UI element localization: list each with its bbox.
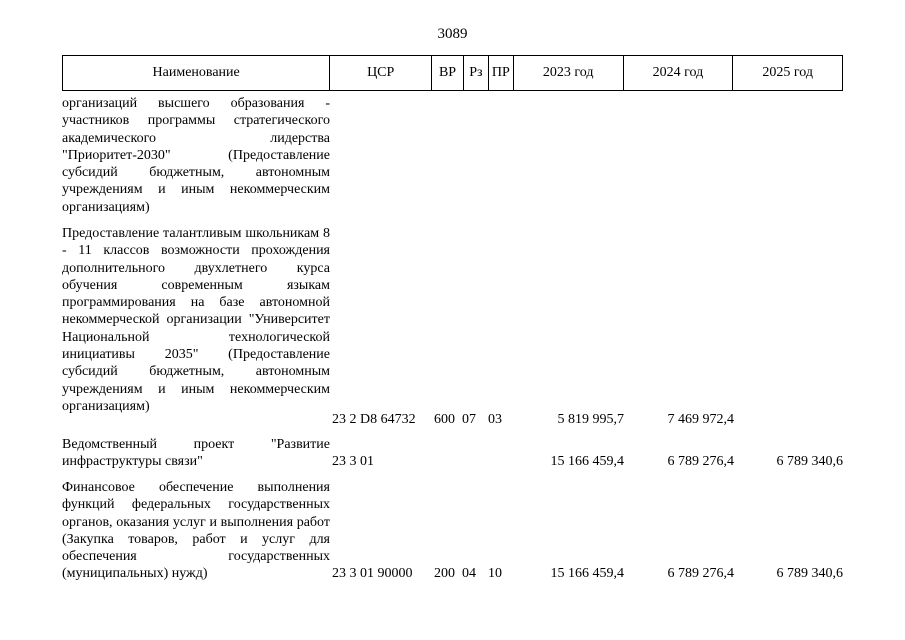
header-2023: 2023 год: [514, 56, 624, 90]
header-2025: 2025 год: [762, 65, 813, 80]
page-number: 3089: [437, 26, 468, 42]
header-2024: 2024 год: [624, 56, 734, 90]
row-rz: 04: [462, 566, 476, 581]
row-2025: 6 789 340,6: [776, 454, 843, 469]
row-pr: 10: [488, 566, 502, 581]
table-row: [62, 436, 843, 472]
header-rz: Рз: [464, 56, 489, 90]
row-name: Финансовое обеспечение выполнения функций федеральных государственных органов, оказания услуг и выполнения работ (Закупка товаров, работ и услуг для обеспечения государственных (муниципальных) нужд): [62, 480, 330, 582]
header-csr: ЦСР: [330, 56, 432, 90]
header-pr: ПР: [489, 56, 514, 90]
row-2023: 15 166 459,4: [550, 566, 624, 581]
header-name: Наименование: [63, 56, 330, 90]
row-pr: 03: [488, 412, 502, 427]
row-2024: 7 469 972,4: [667, 412, 734, 427]
header-vr: ВР: [432, 56, 464, 90]
row-vr: 200: [434, 566, 455, 581]
table-row: [62, 95, 843, 215]
row-2023: 15 166 459,4: [550, 454, 624, 469]
row-name: Предоставление талантливым школьникам 8 - 11 классов возможности прохождения дополнительного двухлетнего курса обучения современным языкам программирования на базе автономной некоммерческой организации "Университет Национальной технологической инициативы 2035" (Предоставление субсидий бюджетным, автономным учреждениям и иным некоммерческим организациям): [62, 226, 330, 414]
table-row: [62, 225, 843, 430]
row-vr: 600: [434, 412, 455, 427]
row-csr: 23 2 D8 64732: [332, 412, 416, 427]
row-csr: 23 3 01: [332, 454, 374, 469]
row-2024: 6 789 276,4: [667, 454, 734, 469]
table-header: [62, 55, 843, 91]
row-name: организаций высшего образования - участников программы стратегического академического лидерства "Приоритет-2030" (Предоставление субсидий бюджетным, автономным учреждениям и иным некоммерческим организациям): [62, 96, 330, 215]
table-row: [62, 479, 843, 585]
row-name: Ведомственный проект "Развитие инфраструктуры связи": [62, 437, 330, 470]
row-2024: 6 789 276,4: [667, 566, 734, 581]
row-csr: 23 3 01 90000: [332, 566, 413, 581]
row-rz: 07: [462, 412, 476, 427]
row-2023: 5 819 995,7: [557, 412, 624, 427]
row-2025: 6 789 340,6: [776, 566, 843, 581]
